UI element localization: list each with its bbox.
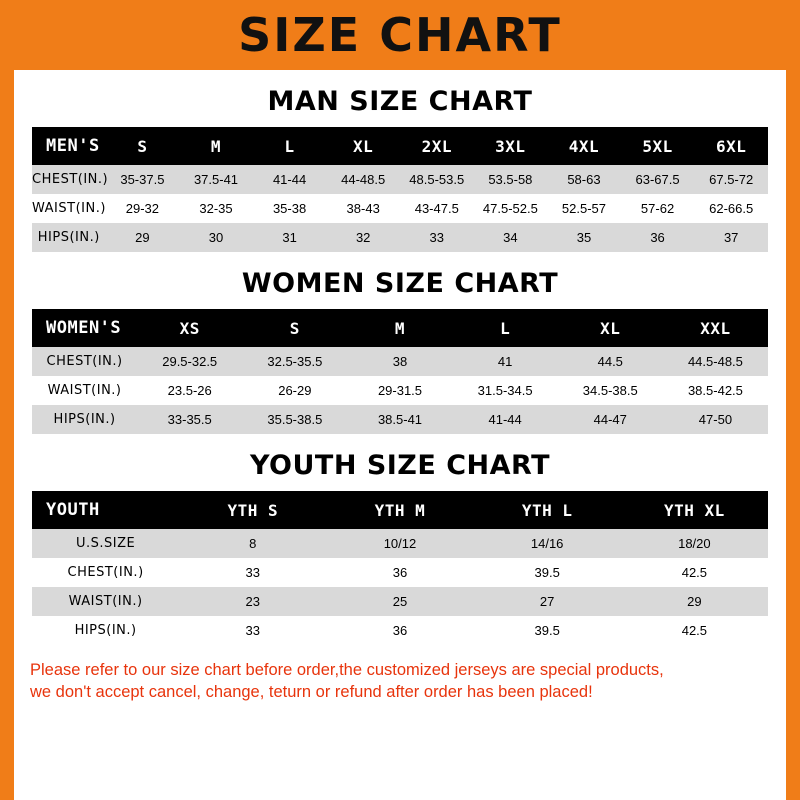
header-cell-3xl: 3XL [495,136,526,156]
cell: 30 [208,230,224,245]
header-cell-label: YOUTH [46,500,100,520]
cell: 29 [687,594,702,609]
cell: 41-44 [272,172,307,187]
header-cell-label: MEN'S [46,136,100,156]
cell: 33 [245,623,261,638]
page-title: SIZE CHART [238,8,562,62]
cell: 38 [392,354,408,369]
row-label: CHEST(IN.) [46,354,123,369]
table-row [32,587,768,616]
cell: 47-50 [698,412,733,427]
cell: 31 [282,230,297,245]
cell: 38-43 [346,201,380,216]
cell: 41 [497,354,513,369]
section-title-man: MAN SIZE CHART [267,86,533,117]
row-label: CHEST(IN.) [67,565,144,580]
cell: 35.5-38.5 [267,412,323,427]
cell: 34.5-38.5 [582,383,638,398]
header-cell-xs: XS [179,318,200,338]
table-row [32,405,768,434]
cell: 32 [355,230,371,245]
cell: 32.5-35.5 [267,354,323,369]
cell: 44.5 [597,354,623,369]
cell: 35-37.5 [120,172,165,187]
table-header-row [32,491,768,529]
row-label: WAIST(IN.) [47,383,122,398]
header-cell-4xl: 4XL [568,136,600,156]
cell: 53.5-58 [488,172,533,187]
cell: 8 [249,536,257,551]
cell: 63-67.5 [635,172,680,187]
cell: 36 [650,230,665,245]
row-label: HIPS(IN.) [37,230,100,245]
header-cell-l: L [284,136,295,156]
header-cell-yth-s: YTH S [227,500,279,520]
table-row [32,347,768,376]
table-header-row [32,127,768,165]
cell: 35 [576,230,592,245]
header-cell-s: S [289,318,300,338]
cell: 18/20 [678,536,711,551]
footer-line-2: we don't accept cancel, change, teturn or refund after order has been placed! [30,683,593,702]
header-cell-m: M [394,318,406,338]
table-row [32,194,768,223]
footer-line-1: Please refer to our size chart before order,the customized jerseys are special products, [30,661,664,679]
header-cell-m: M [210,136,222,156]
section-title-women: WOMEN SIZE CHART [241,268,559,299]
row-label: WAIST(IN.) [32,201,106,216]
cell: 29-31.5 [377,383,423,398]
section-women [14,268,786,434]
cell: 37.5-41 [193,172,239,187]
cell: 31.5-34.5 [477,383,533,398]
banner [0,0,800,70]
table-row [32,165,768,194]
cell: 44.5-48.5 [687,354,743,369]
cell: 43-47.5 [414,201,459,216]
cell: 39.5 [534,565,560,580]
cell: 62-66.5 [709,201,754,216]
header-cell-label: WOMEN'S [46,318,122,338]
header-cell-xxl: XXL [700,318,731,338]
cell: 58-63 [567,172,601,187]
header-cell-yth-l: YTH L [521,500,573,520]
cell: 10/12 [383,536,417,551]
row-label: U.S.SIZE [75,536,136,551]
table-row [32,616,768,645]
cell: 39.5 [534,623,560,638]
header-cell-yth-xl: YTH XL [663,500,725,520]
cell: 29-32 [125,201,160,216]
section-man [14,86,786,252]
cell: 33-35.5 [167,412,212,427]
cell: 47.5-52.5 [482,201,538,216]
table-row [32,529,768,558]
cell: 33 [245,565,261,580]
header-cell-5xl: 5XL [642,136,673,156]
row-label: CHEST(IN.) [32,172,109,187]
section-youth [14,450,786,645]
cell: 35-38 [272,201,307,216]
cell: 36 [392,565,408,580]
cell: 67.5-72 [709,172,754,187]
cell: 52.5-57 [561,201,606,216]
table-header-row [32,309,768,347]
table-youth-sizes [32,491,768,645]
cell: 27 [539,594,555,609]
cell: 33 [429,230,444,245]
cell: 29.5-32.5 [162,354,218,369]
cell: 34 [503,230,518,245]
cell: 41-44 [488,412,522,427]
header-cell-yth-m: YTH M [374,500,426,520]
cell: 42.5 [681,623,708,638]
header-cell-s: S [137,136,148,156]
cell: 57-62 [640,201,675,216]
cell: 36 [392,623,408,638]
table-row [32,376,768,405]
row-label: WAIST(IN.) [68,594,143,609]
header-cell-l: L [500,318,511,338]
section-title-youth: YOUTH SIZE CHART [249,450,551,481]
footer-disclaimer [30,659,770,704]
header-cell-6xl: 6XL [715,136,747,156]
table-row [32,223,768,252]
header-cell-xl: XL [353,136,374,156]
table-row [32,558,768,587]
header-cell-2xl: 2XL [421,136,452,156]
cell: 14/16 [530,536,564,551]
cell: 25 [392,594,408,609]
cell: 48.5-53.5 [409,172,465,187]
row-label: HIPS(IN.) [74,623,137,638]
cell: 38.5-42.5 [687,383,743,398]
cell: 29 [135,230,150,245]
cell: 44-48.5 [341,172,386,187]
cell: 23 [245,594,261,609]
cell: 42.5 [681,565,708,580]
cell: 44-47 [593,412,627,427]
cell: 37 [723,230,739,245]
row-label: HIPS(IN.) [53,412,116,427]
cell: 26-29 [278,383,312,398]
cell: 23.5-26 [167,383,212,398]
cell: 38.5-41 [377,412,423,427]
cell: 32-35 [199,201,233,216]
table-women-sizes [32,309,768,434]
table-man-sizes [32,127,768,252]
header-cell-xl: XL [600,318,621,338]
